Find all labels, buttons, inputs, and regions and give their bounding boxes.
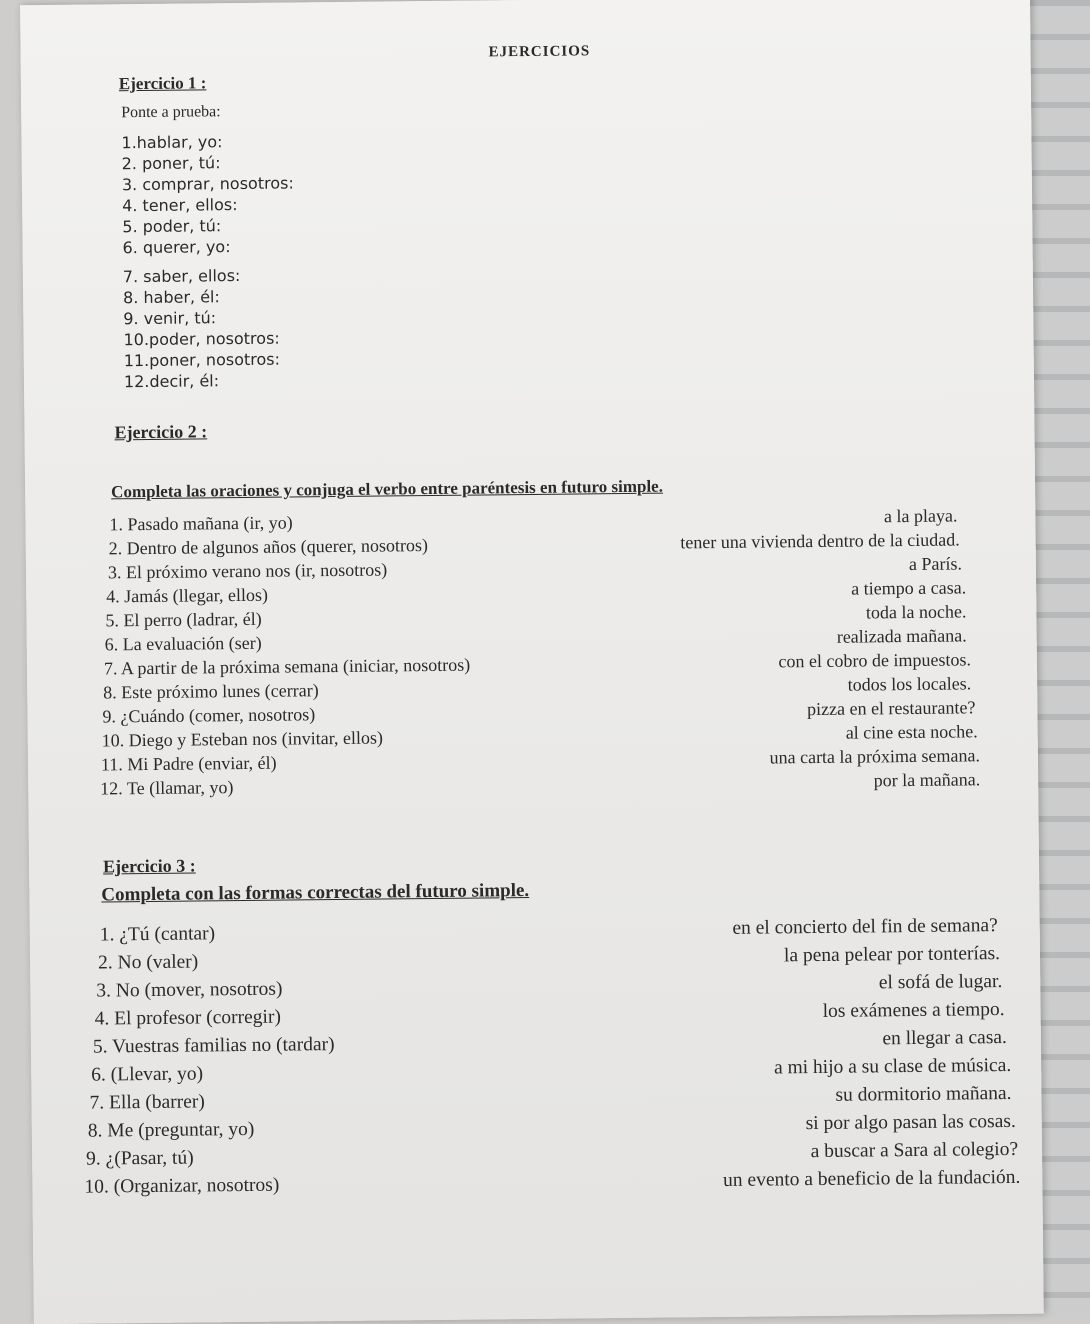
sentence-row: 10. Diego y Esteban nos (invitar, ellos) al cine esta noche. xyxy=(101,721,978,751)
list-item: 6. querer, yo: xyxy=(122,237,231,258)
sentence-row: 8. Me (preguntar, yo) si por algo pasan las cosas. xyxy=(87,1110,1016,1142)
sentence-row: 7. A partir de la próxima semana (iniciar, nosotros) con el cobro de impuestos. xyxy=(103,649,972,679)
list-item: 9. venir, tú: xyxy=(123,308,217,329)
list-item: 10.poder, nosotros: xyxy=(123,328,280,350)
list-item: 1.hablar, yo: xyxy=(121,132,223,153)
sentence-row: 1. Pasado mañana (ir, yo) a la playa. xyxy=(109,505,958,535)
sentence-row: 5. Vuestras familias no (tardar) en llegar a casa. xyxy=(92,1027,1008,1058)
list-item: 8. haber, él: xyxy=(122,287,220,308)
worksheet-page xyxy=(20,0,1044,1324)
sentence-row: 5. El perro (ladrar, él) toda la noche. xyxy=(105,601,967,631)
sentence-row: 8. Este próximo lunes (cerrar) todos los locales. xyxy=(103,673,972,703)
exercise-3-instruction: Completa con las formas correctas del futuro simple. xyxy=(101,880,530,906)
exercise-2-instruction: Completa las oraciones y conjuga el verbo entre paréntesis en futuro simple. xyxy=(111,476,664,502)
exercise-1-subtitle: Ponte a prueba: xyxy=(121,103,221,122)
sentence-row: 7. Ella (barrer) su dormitorio mañana. xyxy=(89,1082,1012,1114)
list-item: 11.poner, nosotros: xyxy=(123,349,281,371)
sentence-row: 9. ¿Cuándo (comer, nosotros) pizza en el restaurante? xyxy=(102,697,976,727)
sentence-row: 6. La evaluación (ser) realizada mañana. xyxy=(104,625,967,655)
page-title: EJERCICIOS xyxy=(488,43,591,61)
exercise-1-list xyxy=(121,130,296,392)
sentence-row: 12. Te (llamar, yo) por la mañana. xyxy=(100,769,981,799)
sentence-row: 1. ¿Tú (cantar) en el concierto del fin de semana? xyxy=(99,915,998,946)
sentence-row: 9. ¿(Pasar, tú) a buscar a Sara al colegio? xyxy=(86,1138,1019,1170)
list-item: 12.decir, él: xyxy=(123,371,220,392)
exercise-3-heading: Ejercicio 3 : xyxy=(102,855,196,877)
sentence-row: 4. El profesor (corregir) los exámenes a tiempo. xyxy=(94,999,1005,1030)
sentence-row: 3. El próximo verano nos (ir, nosotros) a París. xyxy=(107,553,963,583)
exercise-2-heading: Ejercicio 2 : xyxy=(114,421,208,443)
sentence-row: 2. Dentro de algunos años (querer, nosotros) tener una vivienda dentro de la ciudad. xyxy=(108,529,960,559)
exercise-1-heading: Ejercicio 1 : xyxy=(118,73,207,94)
list-item: 7. saber, ellos: xyxy=(122,265,241,287)
sentence-row: 10. (Organizar, nosotros) un evento a beneficio de la fundación. xyxy=(84,1166,1021,1198)
sentence-row: 11. Mi Padre (enviar, él) una carta la próxima semana. xyxy=(100,745,981,775)
sentence-row: 3. No (mover, nosotros) el sofá de lugar. xyxy=(96,971,1003,1002)
list-item: 3. comprar, nosotros: xyxy=(121,173,294,195)
sentence-row: 6. (Llevar, yo) a mi hijo a su clase de música. xyxy=(91,1054,1012,1086)
sentence-row: 4. Jamás (llegar, ellos) a tiempo a casa. xyxy=(106,577,967,607)
list-item: 4. tener, ellos: xyxy=(122,195,238,216)
sentence-row: 2. No (valer) la pena pelear por tonterías. xyxy=(97,943,1001,974)
list-item: 2. poner, tú: xyxy=(121,153,221,174)
list-item: 5. poder, tú: xyxy=(122,216,222,237)
